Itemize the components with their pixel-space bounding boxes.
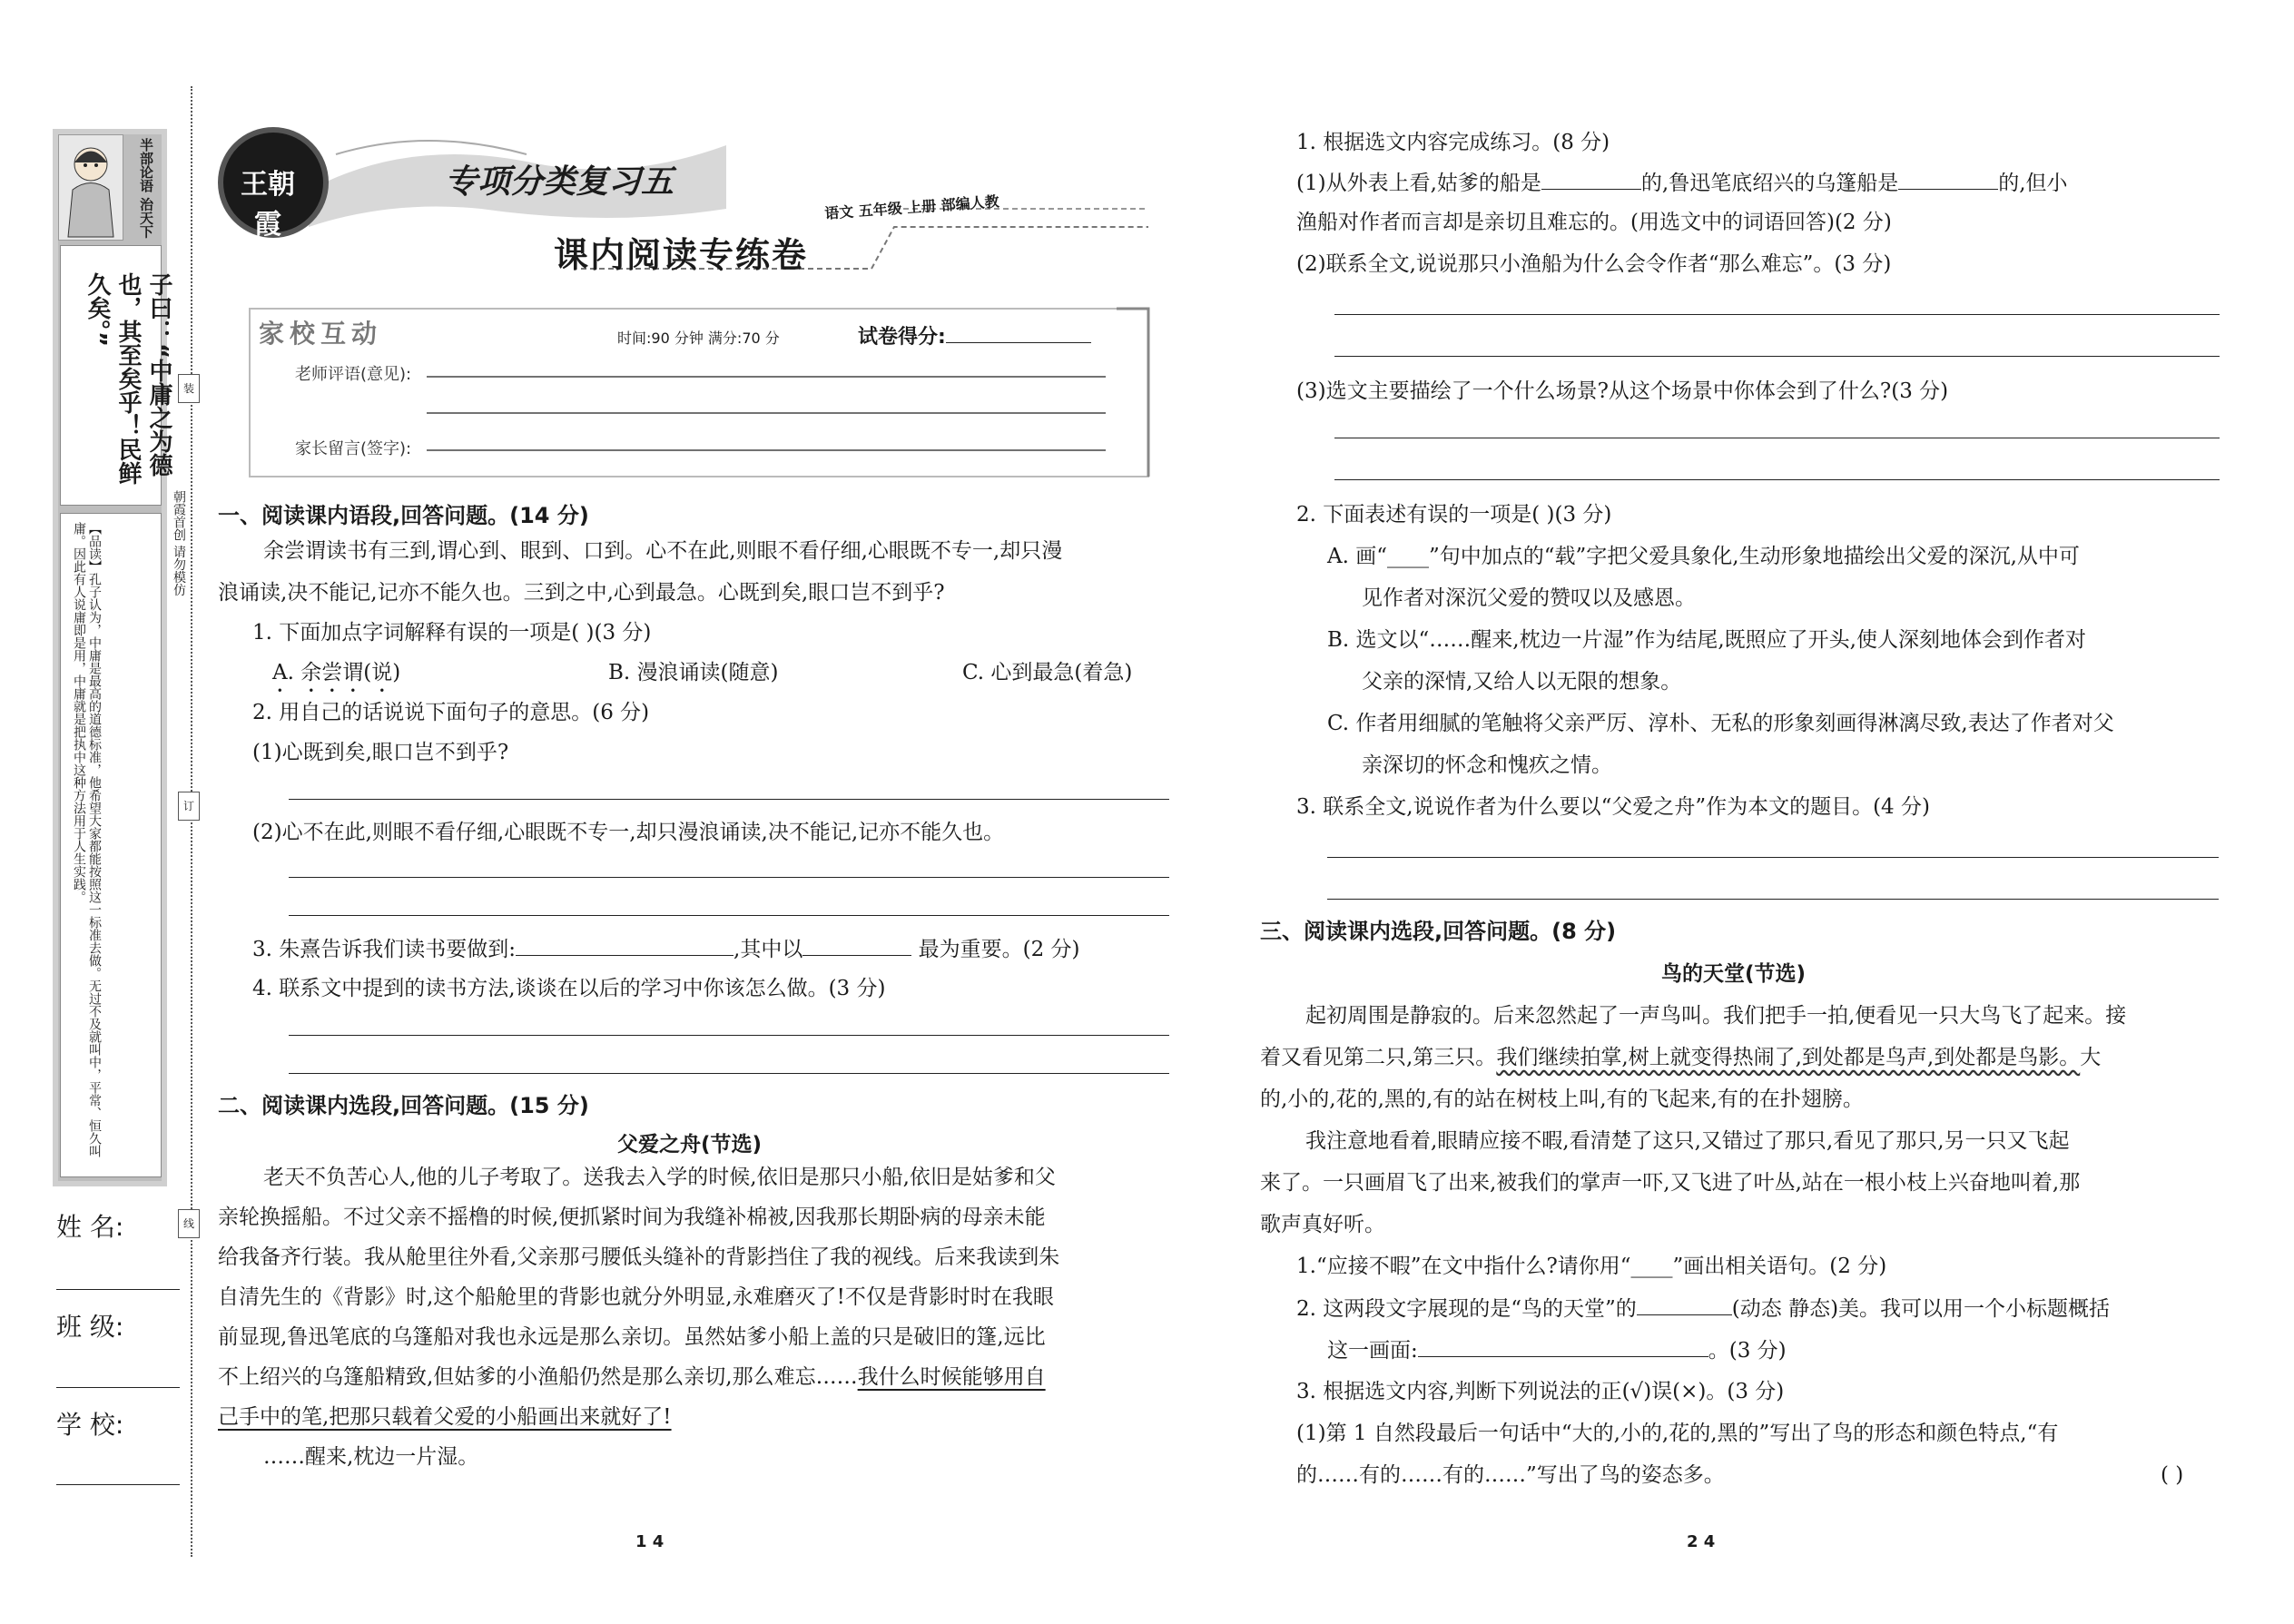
s1-q1-option-a[interactable]: A. 余尝谓(说) bbox=[272, 661, 401, 684]
q-text: 2. 这两段文字展现的是“鸟的天堂”的 bbox=[1296, 1297, 1637, 1321]
q3-blank-1[interactable] bbox=[516, 928, 733, 956]
parent-note-label: 家长留言(签字): bbox=[295, 439, 412, 458]
s1-q1-option-b[interactable]: B. 漫浪诵读(随意) bbox=[608, 661, 779, 684]
s2-q2-option-b[interactable]: B. 选文以“……醒来,枕边一片湿”作为结尾,既照应了开头,使人深刻地体会到作者对 bbox=[1327, 628, 2086, 652]
q1-blank-1[interactable] bbox=[1541, 162, 1641, 190]
passage-2-title: 父爱之舟(节选) bbox=[617, 1133, 763, 1156]
s1-passage-line: 余尝谓读书有三到,谓心到、眼到、口到。心不在此,则眼不看仔细,心眼既不专一,却只漫 bbox=[263, 539, 1063, 563]
q-text: 的,但小 bbox=[1998, 172, 2068, 195]
s3-question-2-cont bbox=[1327, 1329, 1787, 1372]
s2-q2-option-c-cont: 亲深切的怀念和愧疚之情。 bbox=[1362, 753, 1612, 777]
answer-line[interactable] bbox=[1334, 314, 2220, 315]
s1-question-1: 1. 下面加点字词解释有误的一项是( )(3 分) bbox=[252, 621, 652, 645]
brand-logo-text: 王朝霞 bbox=[241, 169, 295, 241]
answer-line[interactable] bbox=[289, 799, 1169, 800]
s2-passage-line bbox=[218, 1356, 1046, 1398]
s2-passage-line: 老天不负苦心人,他的儿子考取了。送我去入学的时候,依旧是那只小船,依旧是姑爹和父 bbox=[263, 1166, 1056, 1189]
s3-q3-statement-1: (1)第 1 自然段最后一句话中“大的,小的,花的,黑的”写出了鸟的形态和颜色特点,“有 bbox=[1296, 1422, 2059, 1445]
s3-passage-line: 起初周围是静寂的。后来忽然起了一声鸟叫。我们把手一拍,便看见一只大鸟飞了起来。接 bbox=[1305, 1004, 2127, 1028]
time-score-info: 时间:90 分钟 满分:70 分 bbox=[617, 330, 780, 347]
quote-commentary: 【品读】孔子认为，中庸是最高的道德标准，他希望大家都能按照这一标准去做。无过不及就叫中，平常、恒久叫庸。因此有人说庸即是用，中庸就是把执中这种方法用于人生实践。 bbox=[72, 522, 102, 1157]
s3-question-2 bbox=[1296, 1287, 2110, 1330]
q3-blank-2[interactable] bbox=[802, 928, 911, 956]
s2-passage-text: 不上绍兴的乌篷船精致,但姑爹的小渔船仍然是那么亲切,那么难忘…… bbox=[218, 1365, 858, 1389]
s2-passage-line: 自清先生的《背影》时,这个船舱里的背影也就分外明显,永难磨灭了!不仅是背影时时在我眼 bbox=[218, 1285, 1054, 1309]
s2-q1-part-1 bbox=[1296, 162, 2068, 204]
s2-q1-part-2: (2)联系全文,说说那只小渔船为什么会令作者“那么难忘”。(3 分) bbox=[1296, 252, 1892, 276]
s2-q2-option-b-cont: 父亲的深情,又给人以无限的想象。 bbox=[1362, 670, 1682, 694]
section-3-title: 三、阅读课内选段,回答问题。(8 分) bbox=[1260, 919, 1617, 944]
q-text: 的,鲁迅笔底绍兴的乌篷船是 bbox=[1640, 172, 1899, 195]
section-1-title: 一、阅读课内语段,回答问题。(14 分) bbox=[218, 503, 589, 528]
s1-q1-option-c[interactable]: C. 心到最急(着急) bbox=[962, 661, 1133, 684]
q-text: 。(3 分) bbox=[1708, 1339, 1787, 1363]
s2-question-3: 3. 联系全文,说说作者为什么要以“父爱之舟”作为本文的题目。(4 分) bbox=[1296, 795, 1930, 819]
page-title: 课内阅读专练卷 bbox=[554, 235, 809, 275]
home-school-tag: 家校互动 bbox=[259, 319, 383, 349]
page-number: 2 4 bbox=[1687, 1532, 1716, 1551]
s1-passage-line: 浪诵读,决不能记,记亦不能久也。三到之中,心到最急。心既到矣,眼口岂不到乎? bbox=[218, 581, 945, 605]
q-text: (1)从外表上看,姑爹的船是 bbox=[1296, 172, 1541, 195]
s2-q2-option-c[interactable]: C. 作者用细腻的笔触将父亲严厉、淳朴、无私的形象刻画得淋漓尽致,表达了作者对父 bbox=[1327, 712, 2114, 735]
s2-q2-option-a-cont: 见作者对深沉父爱的赞叹以及感恩。 bbox=[1362, 586, 1696, 610]
s3-passage-line: 我注意地看着,眼睛应接不暇,看清楚了这只,又错过了那只,看见了那只,另一只又飞起 bbox=[1305, 1129, 2070, 1153]
score-label: 试卷得分: bbox=[858, 326, 946, 349]
q3-text: 3. 朱熹告诉我们读书要做到: bbox=[252, 938, 517, 961]
s2-underlined-sentence: 己手中的笔,把那只载着父爱的小船画出来就好了! bbox=[218, 1405, 672, 1429]
copyright-notice: 朝霞首创 请勿模仿 bbox=[172, 490, 186, 596]
s3-question-3: 3. 根据选文内容,判断下列说法的正(√)误(×)。(3 分) bbox=[1296, 1380, 1785, 1403]
answer-line[interactable] bbox=[1327, 899, 2219, 900]
s3-wavy-sentence: 我们继续拍掌,树上就变得热闹了,到处都是鸟声,到处都是鸟影。 bbox=[1496, 1046, 2081, 1069]
cut-mark: 装 bbox=[178, 374, 200, 403]
s3-passage-line: 的,小的,花的,黑的,有的站在树枝上叫,有的飞起来,有的在扑翅膀。 bbox=[1260, 1088, 1864, 1111]
s3-q2-blank-2[interactable] bbox=[1418, 1329, 1708, 1357]
q3-text: ,其中以 bbox=[733, 938, 803, 961]
confucius-quote: 子曰：“中庸之为德也，其至矣乎！民鲜久矣。” bbox=[84, 272, 172, 485]
answer-line[interactable] bbox=[289, 915, 1169, 916]
passage-3-title: 鸟的天堂(节选) bbox=[1661, 962, 1807, 986]
name-label: 姓 名: bbox=[56, 1212, 124, 1242]
s2-question-1: 1. 根据选文内容完成练习。(8 分) bbox=[1296, 131, 1610, 154]
q-text: 这一画面: bbox=[1327, 1339, 1418, 1363]
teacher-comment-label: 老师评语(意见): bbox=[295, 365, 412, 384]
s3-passage-text: 大 bbox=[2080, 1046, 2102, 1069]
page-number: 1 4 bbox=[635, 1532, 665, 1551]
answer-line[interactable] bbox=[1334, 479, 2220, 480]
s1-question-3 bbox=[252, 928, 1080, 970]
s2-passage-line: 亲轮换摇船。不过父亲不摇橹的时候,便抓紧时间为我缝补棉被,因我那长期卧病的母亲未能 bbox=[218, 1206, 1046, 1229]
s3-passage-line: 来了。一只画眉飞了出来,被我们的掌声一吓,又飞进了叶丛,站在一根小枝上兴奋地叫着,那 bbox=[1260, 1171, 2081, 1195]
q3-text: 最为重要。(2 分) bbox=[918, 938, 1080, 961]
section-2-title: 二、阅读课内选段,回答问题。(15 分) bbox=[218, 1093, 589, 1118]
s3-passage-text: 着又看见第二只,第三只。 bbox=[1260, 1046, 1497, 1069]
s2-passage-line: 前显现,鲁迅笔底的乌篷船对我也永远是那么亲切。虽然姑爹小船上盖的只是破旧的篷,远比 bbox=[218, 1325, 1046, 1349]
score-field[interactable] bbox=[858, 321, 1091, 349]
cut-mark: 线 bbox=[178, 1209, 200, 1238]
class-label: 班 级: bbox=[56, 1312, 124, 1342]
s2-passage-line: 给我备齐行装。我从舱里往外看,父亲那弓腰低头缝补的背影挡住了我的视线。后来我读到朱 bbox=[218, 1245, 1060, 1269]
s3-q3-statement-1-cont: 的……有的……有的……”写出了鸟的姿态多。 bbox=[1296, 1463, 1725, 1487]
s3-passage-line: 歌声真好听。 bbox=[1260, 1213, 1385, 1236]
s2-q1-part-3: (3)选文主要描绘了一个什么场景?从这个场景中你体会到了什么?(3 分) bbox=[1296, 379, 1949, 403]
answer-line[interactable] bbox=[1334, 356, 2220, 357]
answer-line[interactable] bbox=[289, 1073, 1169, 1074]
s3-passage-line bbox=[1260, 1037, 2101, 1078]
s3-q2-blank-1[interactable] bbox=[1637, 1287, 1732, 1315]
s2-question-2: 2. 下面表述有误的一项是( )(3 分) bbox=[1296, 503, 1612, 527]
answer-line[interactable] bbox=[289, 1035, 1169, 1036]
series-title: 专项分类复习五 bbox=[445, 163, 674, 201]
s2-passage-line: ……醒来,枕边一片湿。 bbox=[263, 1445, 479, 1469]
s1-question-4: 4. 联系文中提到的读书方法,谈谈在以后的学习中你该怎么做。(3 分) bbox=[252, 977, 886, 1000]
s2-q1-part-1-cont: 渔船对作者而言却是亲切且难忘的。(用选文中的词语回答)(2 分) bbox=[1296, 211, 1892, 234]
s2-underlined-sentence: 我什么时候能够用自 bbox=[857, 1365, 1046, 1389]
answer-line[interactable] bbox=[1327, 857, 2219, 858]
q-text: (动态 静态)美。我可以用一个小标题概括 bbox=[1731, 1297, 2111, 1321]
cut-mark: 订 bbox=[178, 792, 200, 821]
s1-q2-sentence-2: (2)心不在此,则眼不看仔细,心眼既不专一,却只漫浪诵读,决不能记,记亦不能久也。 bbox=[252, 821, 1005, 844]
grade-meta: 语文 五年级 上册 部编人教 bbox=[823, 192, 1000, 222]
s1-q2-sentence-1: (1)心既到矣,眼口岂不到乎? bbox=[252, 741, 509, 764]
s1-question-2: 2. 用自己的话说说下面句子的意思。(6 分) bbox=[252, 701, 650, 724]
q1-blank-2[interactable] bbox=[1898, 162, 1998, 190]
sidebar-motto: 半部论语 治天下 bbox=[138, 138, 154, 239]
school-label: 学 校: bbox=[56, 1410, 124, 1440]
s2-q2-option-a[interactable]: A. 画“____”句中加点的“载”字把父爱具象化,生动形象地描绘出父爱的深沉,从中可 bbox=[1327, 545, 2080, 568]
s3-q3-answer-bracket[interactable]: ( ) bbox=[2161, 1463, 2184, 1487]
answer-line[interactable] bbox=[289, 877, 1169, 878]
s3-question-1: 1.“应接不暇”在文中指什么?请你用“____”画出相关语句。(2 分) bbox=[1296, 1255, 1887, 1278]
